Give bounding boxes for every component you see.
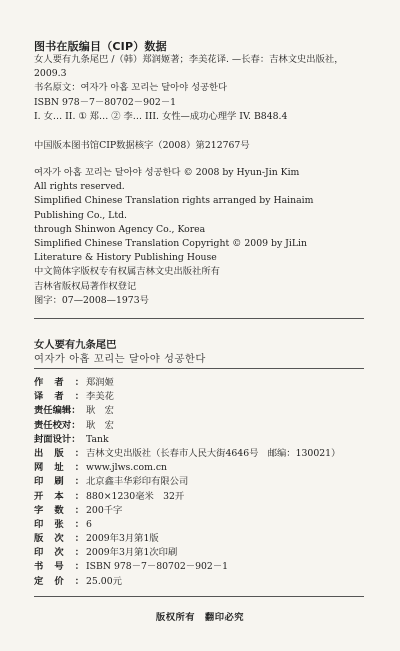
credit-label-text: 责任校对 bbox=[34, 419, 72, 431]
cip-heading: 图书在版编目（CIP）数据 bbox=[34, 40, 167, 53]
book-title-korean: 여자가 아홉 꼬리는 달아야 성공한다 bbox=[34, 353, 206, 365]
credit-label-text: 数 bbox=[54, 504, 64, 516]
credit-value: www.jlws.com.cn bbox=[86, 462, 168, 474]
credit-colon: ： bbox=[71, 419, 81, 431]
credit-label-text: 者 bbox=[54, 377, 64, 388]
credit-value: 2009年3月第1次印刷 bbox=[86, 547, 178, 559]
credit-value: 北京鑫丰华彩印有限公司 bbox=[86, 476, 189, 488]
credit-label-text: 印 bbox=[34, 547, 44, 559]
credit-label-text: 印 bbox=[34, 476, 44, 488]
copyright-line: 图字：07—2008—1973号 bbox=[34, 294, 149, 306]
credit-colon: ： bbox=[74, 575, 84, 587]
credit-value: ISBN 978－7－80702－902－1 bbox=[86, 561, 229, 573]
credit-label-text: 张 bbox=[54, 518, 64, 530]
credit-label-text: 址 bbox=[54, 462, 64, 474]
credit-colon: ： bbox=[74, 377, 84, 388]
credit-label-text: 出 bbox=[34, 447, 44, 459]
credit-row bbox=[34, 518, 390, 532]
credit-colon: ： bbox=[74, 462, 84, 474]
credit-value: 郑润姬 bbox=[86, 377, 114, 388]
credit-row bbox=[34, 532, 390, 546]
credit-label-text: 网 bbox=[34, 462, 44, 474]
credit-colon: ： bbox=[74, 561, 84, 573]
credit-row bbox=[34, 390, 390, 404]
credit-value: 2009年3月第1版 bbox=[86, 533, 159, 545]
divider-rule bbox=[34, 368, 364, 369]
copyright-line: Publishing Co., Ltd. bbox=[34, 209, 127, 221]
credit-label-text: 责任编辑 bbox=[34, 405, 72, 417]
credit-row bbox=[34, 404, 390, 418]
copyright-line: through Shinwon Agency Co., Korea bbox=[34, 223, 206, 235]
credit-label bbox=[34, 560, 86, 574]
credit-label-text: 者 bbox=[54, 391, 64, 403]
credit-label bbox=[34, 404, 86, 418]
credit-value: 耿 宏 bbox=[86, 405, 114, 417]
credit-row bbox=[34, 433, 390, 447]
cip-data-number: 中国版本图书馆CIP数据核字（2008）第212767号 bbox=[34, 140, 250, 151]
rights-reserved-notice: 版权所有 翻印必究 bbox=[155, 612, 245, 623]
credit-colon: ： bbox=[74, 518, 84, 530]
credit-colon: ： bbox=[74, 447, 84, 459]
copyright-line: Simplified Chinese Translation Copyright © 2009 by JiLin bbox=[34, 238, 307, 250]
cip-line: 2009.3 bbox=[34, 68, 67, 80]
divider-rule bbox=[34, 318, 364, 319]
copyright-line: Simplified Chinese Translation rights arranged by Hainaim bbox=[34, 195, 314, 207]
credit-label-text: 印 bbox=[34, 518, 44, 530]
credit-label bbox=[34, 575, 86, 589]
copyright-line: 中文简体字版权专有权属吉林文史出版社所有 bbox=[34, 266, 220, 278]
credit-row bbox=[34, 461, 390, 475]
credit-label bbox=[34, 376, 86, 390]
credit-label-text: 字 bbox=[34, 504, 44, 516]
credit-label-text: 次 bbox=[54, 547, 64, 559]
credit-label bbox=[34, 504, 86, 518]
credit-label-text: 定 bbox=[34, 575, 44, 587]
credit-label-text: 书 bbox=[34, 561, 44, 573]
credit-label-text: 次 bbox=[54, 533, 64, 545]
credit-label bbox=[34, 546, 86, 560]
credit-colon: ： bbox=[74, 547, 84, 559]
copyright-line: 吉林省版权局著作权登记 bbox=[34, 280, 137, 292]
credit-label bbox=[34, 461, 86, 475]
cip-line: 书名原文：여자가 아홉 꼬리는 달아야 성공한다 bbox=[34, 82, 228, 94]
cip-line: 女人要有九条尾巴 /（韩）郑润姬著；李美花译. —长春：吉林文史出版社， bbox=[34, 54, 344, 65]
credit-colon: ： bbox=[74, 504, 84, 516]
credit-value: 200千字 bbox=[86, 504, 123, 516]
credit-colon: ： bbox=[71, 405, 81, 417]
cip-record bbox=[34, 53, 390, 124]
cip-line: ISBN 978－7－80702－902－1 bbox=[34, 96, 177, 108]
copyright-line: All rights reserved. bbox=[34, 181, 125, 193]
credit-row bbox=[34, 490, 390, 504]
publication-credits bbox=[34, 376, 390, 589]
credit-colon: ： bbox=[74, 391, 84, 403]
divider-rule bbox=[34, 596, 364, 597]
credit-colon: ： bbox=[74, 476, 84, 488]
credit-label-text: 价 bbox=[54, 575, 64, 587]
credit-label-text: 作 bbox=[34, 377, 44, 388]
cip-line: I. 女… II. ① 郑… ② 李… III. 女性—成功心理学 IV. B848.4 bbox=[34, 110, 288, 122]
credit-row bbox=[34, 575, 390, 589]
book-title-chinese: 女人要有九条尾巴 bbox=[34, 339, 117, 351]
credit-colon: ： bbox=[74, 490, 84, 502]
credit-label-text: 封面设计 bbox=[34, 433, 72, 445]
credit-row bbox=[34, 447, 390, 461]
credit-label bbox=[34, 433, 86, 447]
credit-label-text: 号 bbox=[54, 561, 64, 573]
credit-value: 李美花 bbox=[86, 391, 114, 403]
credit-colon: ： bbox=[71, 433, 81, 445]
credit-label bbox=[34, 419, 86, 433]
credit-label-text: 版 bbox=[54, 447, 64, 459]
credit-value: 耿 宏 bbox=[86, 419, 114, 431]
credit-row bbox=[34, 504, 390, 518]
credit-value: 吉林文史出版社（长春市人民大街4646号 邮编：130021） bbox=[86, 447, 341, 459]
credit-value: Tank bbox=[86, 433, 109, 445]
credit-label bbox=[34, 447, 86, 461]
credit-label-text: 译 bbox=[34, 391, 44, 403]
credit-row bbox=[34, 475, 390, 489]
credit-label bbox=[34, 490, 86, 504]
credit-label-text: 本 bbox=[54, 490, 64, 502]
credit-value: 25.00元 bbox=[86, 575, 122, 587]
credit-label-text: 版 bbox=[34, 533, 44, 545]
credit-label-text: 开 bbox=[34, 490, 44, 502]
credit-colon: ： bbox=[74, 533, 84, 545]
credit-label bbox=[34, 475, 86, 489]
credit-value: 6 bbox=[86, 518, 92, 530]
copyright-notice bbox=[34, 166, 390, 308]
copyright-line: Literature & History Publishing House bbox=[34, 252, 217, 264]
credit-label bbox=[34, 532, 86, 546]
credit-row bbox=[34, 560, 390, 574]
credit-row bbox=[34, 546, 390, 560]
credit-row bbox=[34, 419, 390, 433]
credit-value: 880×1230毫米 32开 bbox=[86, 490, 185, 502]
copyright-line: 여자가 아홉 꼬리는 달아야 성공한다 © 2008 by Hyun-Jin Kim bbox=[34, 167, 300, 178]
credit-label-text: 刷 bbox=[54, 476, 64, 488]
credit-row bbox=[34, 376, 390, 390]
credit-label bbox=[34, 390, 86, 404]
credit-label bbox=[34, 518, 86, 532]
